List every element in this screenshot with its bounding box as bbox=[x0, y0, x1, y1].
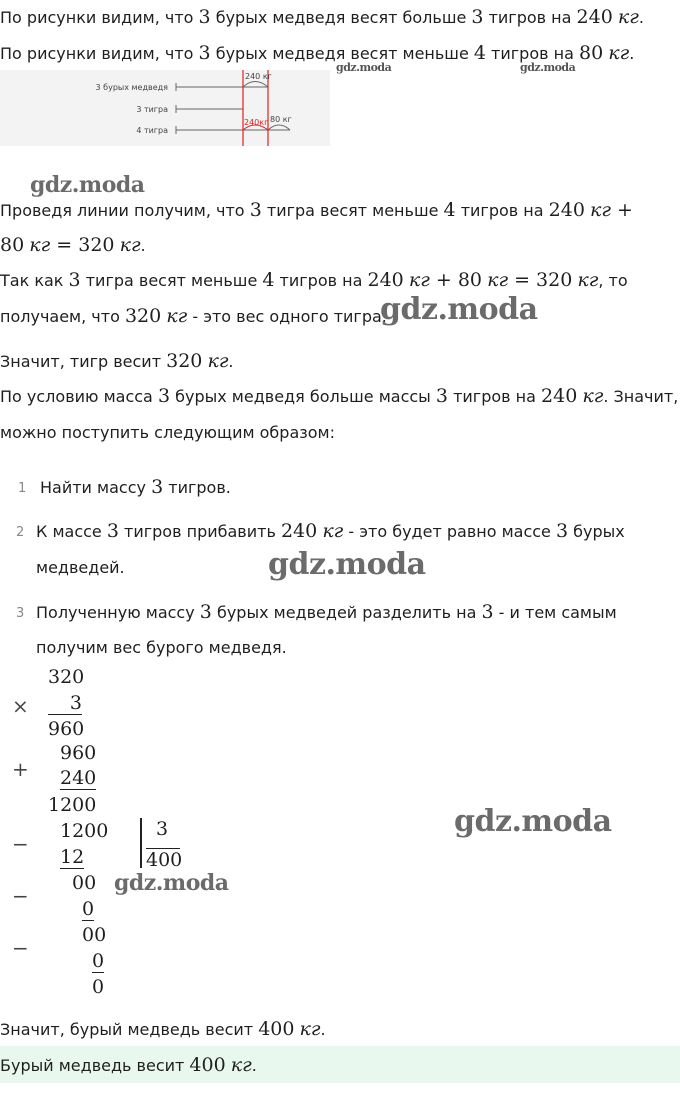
paragraph-6: По условию масса 3 бурых медведя больше массы 3 тигров на 240 кг. Значит, bbox=[0, 385, 679, 407]
div-quotient: 400 bbox=[146, 849, 183, 871]
div-sub-2: 0 bbox=[82, 898, 95, 920]
step-2-number: 2 bbox=[16, 525, 25, 540]
step-1-number: 1 bbox=[18, 481, 27, 496]
step-3-cont: получим вес бурого медведя. bbox=[36, 638, 287, 657]
paragraph-6-cont: можно поступить следующим образом: bbox=[0, 423, 336, 442]
div-divisor: 3 bbox=[156, 818, 169, 840]
step-3: Полученную массу 3 бурых медведей разделить на 3 - и тем самым bbox=[36, 601, 617, 623]
mul-result: 960 bbox=[48, 718, 85, 740]
add-operand-2: 240 bbox=[60, 767, 97, 789]
watermark-1: gdz.moda bbox=[30, 172, 145, 198]
figure-right-label: 80 кг bbox=[270, 115, 292, 124]
watermark-small-1: gdz.moda bbox=[336, 61, 392, 74]
div-rem-1: 00 bbox=[72, 872, 97, 894]
paragraph-4: Так как 3 тигра весят меньше 4 тигров на 240 кг + 80 кг = 320 кг, то bbox=[0, 269, 628, 291]
paragraph-5: Значит, тигр весит 320 кг. bbox=[0, 350, 234, 372]
div-rem-3: 0 bbox=[92, 976, 105, 998]
figure-top-label: 240 кг bbox=[245, 72, 272, 81]
paragraph-3-cont: 80 кг = 320 кг. bbox=[0, 234, 146, 256]
watermark-small-2: gdz.moda bbox=[520, 61, 576, 74]
watermark-2: gdz.moda bbox=[380, 292, 538, 327]
div-sign-1: − bbox=[12, 832, 29, 856]
mul-operand-1: 320 bbox=[48, 666, 85, 688]
answer-box bbox=[0, 1046, 680, 1083]
div-sub-1: 12 bbox=[60, 846, 85, 868]
step-3-number: 3 bbox=[16, 606, 25, 621]
paragraph-7: Значит, бурый медведь весит 400 кг. bbox=[0, 1018, 326, 1040]
step-1: Найти массу 3 тигров. bbox=[40, 476, 231, 498]
add-result: 1200 bbox=[48, 794, 97, 816]
watermark-4: gdz.moda bbox=[114, 870, 229, 896]
watermark-5: gdz.moda bbox=[454, 804, 612, 839]
paragraph-3: Проведя линии получим, что 3 тигра весят меньше 4 тигров на 240 кг + bbox=[0, 199, 633, 221]
figure-label-3-tigers: 3 тигра bbox=[136, 105, 168, 114]
segment-diagram-svg bbox=[0, 70, 330, 146]
brace-top bbox=[243, 82, 268, 88]
step-2-cont: медведей. bbox=[36, 558, 125, 577]
figure-mid-label: 240кг bbox=[244, 118, 269, 127]
paragraph-1: По рисунки видим, что 3 бурых медведя весят больше 3 тигров на 240 кг. bbox=[0, 6, 644, 28]
div-sub-3: 0 bbox=[92, 950, 105, 972]
watermark-3: gdz.moda bbox=[268, 547, 426, 582]
answer-text: Бурый медведь весит 400 кг. bbox=[0, 1054, 257, 1076]
paragraph-2: По рисунки видим, что 3 бурых медведя весят меньше 4 тигров на 80 кг. bbox=[0, 42, 635, 64]
brace-right bbox=[268, 125, 290, 130]
div-sign-3: − bbox=[12, 936, 29, 960]
mul-sign: × bbox=[12, 694, 29, 718]
paragraph-4-cont: получаем, что 320 кг - это вес одного тигра. bbox=[0, 305, 387, 327]
figure-label-bears: 3 бурых медведя bbox=[95, 83, 168, 92]
step-2: К массе 3 тигров прибавить 240 кг - это будет равно массе 3 бурых bbox=[36, 520, 625, 542]
add-sign: + bbox=[12, 757, 29, 781]
segment-diagram bbox=[0, 70, 330, 146]
figure-label-4-tigers: 4 тигра bbox=[136, 126, 168, 135]
div-dividend: 1200 bbox=[60, 820, 109, 842]
div-rem-2: 00 bbox=[82, 924, 107, 946]
div-bracket bbox=[140, 818, 142, 868]
add-operand-1: 960 bbox=[60, 742, 97, 764]
mul-operand-2: 3 bbox=[48, 692, 82, 715]
div-sign-2: − bbox=[12, 884, 29, 908]
